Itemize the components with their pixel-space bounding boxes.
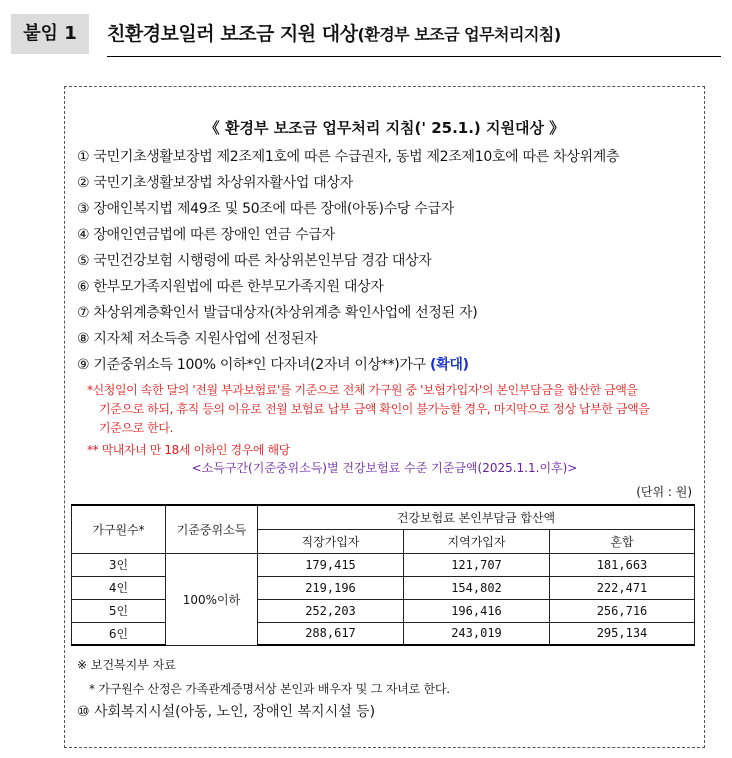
- footnote-star-cont: 기준으로 하되, 휴직 등의 이유로 전월 보험료 납부 금액 확인이 불가능할 경우, 마지막으로 정상 납부한 금액을: [99, 402, 650, 416]
- table-row: [72, 599, 695, 622]
- cell-household: 5인: [72, 599, 166, 622]
- table-row: [72, 576, 695, 599]
- cell-work: 288,617: [258, 622, 404, 645]
- household-footnote: * 가구원수 산정은 가족관계증명서상 본인과 배우자 및 그 자녀로 한다.: [89, 682, 450, 696]
- title-underline: [107, 56, 721, 57]
- cell-household: 6인: [72, 622, 166, 645]
- header-premium-group: 건강보험료 본인부담금 합산액: [258, 505, 695, 529]
- box-title: 《 환경부 보조금 업무처리 지침(' 25.1.) 지원대상 》: [204, 119, 565, 137]
- cell-work: 179,415: [258, 553, 404, 576]
- eligibility-item: ④ 장애인연금법에 따른 장애인 연금 수급자: [77, 227, 335, 243]
- header-income: 기준중위소득: [166, 505, 258, 553]
- cell-mixed: 222,471: [550, 576, 695, 599]
- footnote-double-star: ** 막내자녀 만 18세 이하인 경우에 해당: [87, 443, 290, 457]
- eligibility-item: ⑧ 지자체 저소득층 지원사업에 선정된자: [77, 331, 318, 347]
- eligibility-box: [64, 86, 705, 748]
- footnote-star-cont: 기준으로 한다.: [99, 421, 173, 435]
- cell-mixed: 181,663: [550, 553, 695, 576]
- cell-household: 3인: [72, 553, 166, 576]
- header-household: 가구원수*: [72, 505, 166, 553]
- header-region: 지역가입자: [404, 529, 550, 553]
- table-row: [72, 553, 695, 576]
- eligibility-item: ① 국민기초생활보장법 제2조제1호에 따른 수급권자, 동법 제2조제10호에 따른 차상위계층: [77, 149, 620, 165]
- table-header-row: [72, 505, 695, 529]
- cell-mixed: 256,716: [550, 599, 695, 622]
- eligibility-item: ③ 장애인복지법 제49조 및 50조에 따른 장애(아동)수당 수급자: [77, 201, 454, 217]
- header-work: 직장가입자: [258, 529, 404, 553]
- cell-work: 219,196: [258, 576, 404, 599]
- expansion-badge: (확대): [430, 357, 469, 373]
- cell-household: 4인: [72, 576, 166, 599]
- header-mixed: 혼합: [550, 529, 695, 553]
- page-title: [107, 14, 721, 54]
- attachment-label: 붙임 1: [11, 14, 89, 54]
- eligibility-item: ⑦ 차상위계층확인서 발급대상자(차상위계층 확인사업에 선정된 자): [77, 305, 478, 321]
- item9-text: ⑨ 기준중위소득 100% 이하*인 다자녀(2자녀 이상**)가구: [77, 357, 426, 373]
- footnote-star: *신청일이 속한 달의 '전월 부과보험료'를 기준으로 전체 가구원 중 '보험가입자'의 본인부담금을 합산한 금액을: [87, 383, 638, 397]
- eligibility-item: ② 국민기초생활보장법 차상위자활사업 대상자: [77, 175, 353, 191]
- cell-region: 121,707: [404, 553, 550, 576]
- table-title: <소득구간(기준중위소득)별 건강보험료 수준 기준금액(2025.1.1.이후)>: [191, 461, 578, 475]
- cell-region: 154,802: [404, 576, 550, 599]
- table-row: [72, 622, 695, 645]
- unit-label: (단위 : 원): [636, 485, 692, 499]
- eligibility-item-9: [77, 354, 469, 374]
- page-header: [11, 14, 721, 54]
- cell-region: 243,019: [404, 622, 550, 645]
- eligibility-item: ⑤ 국민건강보험 시행령에 따른 차상위본인부담 경감 대상자: [77, 253, 432, 269]
- cell-income: 100%이하: [166, 553, 258, 645]
- cell-region: 196,416: [404, 599, 550, 622]
- title-subtitle: (환경부 보조금 업무처리지침): [357, 25, 561, 44]
- eligibility-item: ⑥ 한부모가족지원법에 따른 한부모가족지원 대상자: [77, 279, 384, 295]
- eligibility-item-10: ⑩ 사회복지시설(아동, 노인, 장애인 복지시설 등): [77, 704, 376, 720]
- title-main: 친환경보일러 보조금 지원 대상: [107, 23, 358, 45]
- cell-work: 252,203: [258, 599, 404, 622]
- premium-table: [71, 504, 695, 646]
- source-note: ※ 보건복지부 자료: [77, 658, 176, 672]
- cell-mixed: 295,134: [550, 622, 695, 645]
